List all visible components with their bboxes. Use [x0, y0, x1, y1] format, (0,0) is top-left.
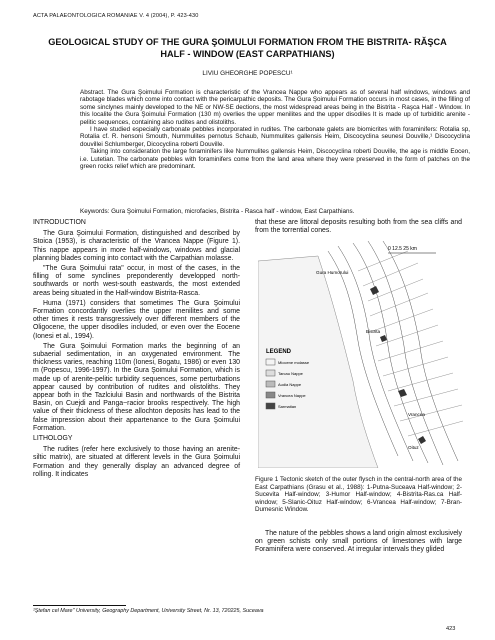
intro-paragraph-1: The Gura Şoimului Formation, distinguished and described by Stoica (1953), is characteristic of the Vrancea Nappe (Figure 1). This nappe appears in more half-windows, windows and glacial planning blades coming into contact with the Carpathian molasse. — [33, 230, 240, 262]
page-number: 423 — [446, 626, 456, 632]
scale-bar-label: 0 12.5 25 km — [388, 246, 417, 252]
map-label-vrancea: Vrancea — [408, 412, 425, 417]
legend-swatch-4 — [266, 392, 275, 398]
intro-paragraph-3: Huma (1971) considers that sometimes The Gura Şoimului Formation concordantly overlies the upper menilites and some other times it rests transgressively over different members of the Oligocene, the upper disodiles included, or even over the Eocene (Ionesi et al., 1994). — [33, 299, 240, 340]
paper-title: GEOLOGICAL STUDY OF THE GURA ŞOIMULUI FORMATION FROM THE BISTRITA- RĂŞCA HALF - WINDOW (EAST CARPATHIANS) — [48, 37, 447, 59]
footnote: ¹Ştefan cel Mare" University, Geography Department, University Street, Nr. 13, 720225, Suceava — [33, 608, 264, 614]
map-label-bistrita: Bistrita — [366, 329, 381, 334]
map-label-gura-humorului: Gura Humorului — [316, 270, 349, 275]
intro-paragraph-2: "The Gura Şoimului rata" occur, in most of the cases, in the filling of some synclines preponderently developped north-southwards or north west-south eastwards, the most extended areas being situated in the Half-window Bistrita-Rasca. — [33, 265, 240, 297]
legend-item-2: Tarcau Nappe — [278, 371, 303, 376]
abstract-paragraph-1: Abstract. The Gura Şoimului Formation is characteristic of the Vrancea Nappe who appears as of several half windows, windows and rabotage blades which come into contact with the pericarpathic deposits. The Gura Şoimului Formation occurs in most cases, in the filling of some sinclynes mainly developed to the NE or NW-SE dections, the most widespread areas being in the Bistrita - Raşca Half - Window. In this localite the Gura Şoimului Formation (130 m) overlies the upper menilites and the upper disodiles It is made up of turbiditic arenite - pelitic sequences, containing also rudites and olistoliths. — [80, 89, 470, 126]
keywords: Keywords: Gura Şoimului Formation, microfacies, Bistrita - Rasca half - window, East Carpathians. — [80, 208, 355, 215]
abstract — [80, 89, 470, 170]
legend-swatch-5 — [266, 403, 275, 409]
footnote-rule — [33, 605, 126, 606]
tectonic-map — [258, 241, 464, 468]
figure-caption: Figure 1 Tectonic sketch of the outer flysch in the central-north area of the East Carpathians (Grasu et al., 1988): 1-Putna-Suceava Half-window; 2-Sucevita Half-window; 3-Humor Half-window; 4-Bistrita-Ras.ca Half-window; 5-Slanic-Oituz Half-window; 6-Vrancea Half-window; 7-Bran-Dumesnic Window. — [255, 476, 462, 514]
section-heading-introduction: INTRODUCTION — [33, 219, 86, 226]
authors: LIVIU GHEORGHE POPESCU¹ — [202, 70, 293, 77]
abstract-paragraph-2: I have studied especially carbonate pebbles incorporated in rudites. The carbonate galets are biomicrites with foraminifers: Rotalia sp, Rotalia cf. R. hensoni Smouth, Nummulites pernotus Schaub, Nummulites gallensis Heim, Discocyclina seunesi Douville,¹ Discocyclina douvillei Schlumberger, Dicocyclina roberti Douville. — [80, 126, 470, 148]
abstract-paragraph-3: Taking into consideration the large foraminifers like Nummulites gallensis Heim, Discocyclina roberti Douville, the age is middle Eocen, i.e. Lutetian. The carbonate pebbles with foraminifers come from the land area where they were preserved in the form of patches on the green rocks relief which are predominant. — [80, 148, 470, 171]
map-label-oituz: Oituz — [408, 445, 419, 450]
right-column-text: that these are littoral deposits resulting both from the sea cliffs and from the torrential cones. — [255, 219, 462, 235]
lithology-paragraph: The rudites (refer here exclusively to those having an arenite-siltic matrix), are situated at different levels in the Gura Şoimului Formation and they generally display an advanced degree of rolling. It indicates — [33, 446, 240, 478]
left-column — [33, 219, 240, 481]
legend-item-1: Miocene molasse — [278, 360, 310, 365]
legend-swatch-1 — [266, 359, 275, 365]
running-head: ACTA PALAEONTOLOGICA ROMANIAE V. 4 (2004), P. 423-430 — [33, 13, 199, 19]
legend-item-5: Sarmatian — [278, 404, 297, 409]
section-heading-lithology: LITHOLOGY — [33, 435, 73, 443]
intro-paragraph-4: The Gura Şoimului Formation marks the beginning of an subaerial sedimentation, in an oxygenated environment. The thickness varies, reaching 110m (Ionesi, Bogatu, 1986) or even 130 m (Popescu, 1996-1997). In the Gura Şoimului Formation, which is made up of arenite-pelitic turbidity sequences, some perturbations appear caused by contribution of rudites and olistoliths. They appear both in the Tazlciului Basin and northwards of the Bistrita Basin, on Cuejdi and Panga~racior brooks respectively. The high value of their thickness of these allochton deposits has lead to the false impression about their appartenance to the Gura Şoimului Formation. — [33, 342, 240, 432]
legend-title: LEGEND — [266, 349, 292, 355]
right-column-continued: The nature of the pebbles shows a land origin almost exclusively on green schists only small portions of limestones with large Foraminifera were conserved. At irregular intervals they glided — [255, 530, 462, 554]
legend-item-4: Vrancea Nappe — [278, 393, 306, 398]
tectonic-sketch-figure — [258, 241, 464, 468]
legend-swatch-3 — [266, 381, 275, 387]
legend-item-3: Audia Nappe — [278, 382, 302, 387]
legend-swatch-2 — [266, 370, 275, 376]
